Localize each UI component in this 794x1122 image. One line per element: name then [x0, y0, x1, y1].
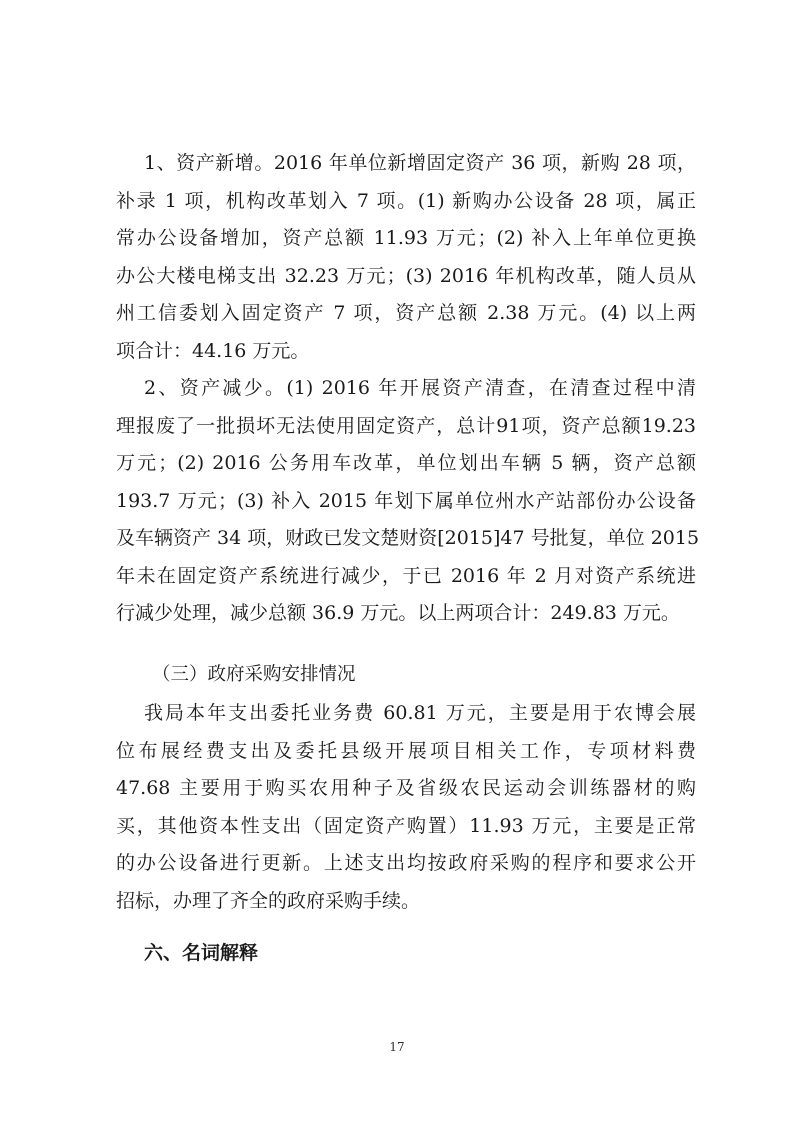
page-number: 17	[389, 1040, 405, 1054]
text-line: 2、资产减少。(1) 2016 年开展资产清查，在清查过程中清	[144, 377, 696, 399]
text-line: 我局本年支出委托业务费 60.81 万元，主要是用于农博会展	[144, 702, 696, 724]
text-line: 及车辆资产 34 项，财政已发文楚财资[2015]47 号批复，单位 2015	[116, 527, 700, 549]
text-line: 万元；(2) 2016 公务用车改革，单位划出车辆 5 辆，资产总额	[116, 452, 696, 474]
text-line: 位布展经费支出及委托县级开展项目相关工作，专项材料费	[116, 739, 696, 762]
text-line: 项合计：44.16 万元。	[116, 339, 310, 362]
text-line: 招标，办理了齐全的政府采购手续。	[116, 889, 421, 912]
section-heading-glossary: 六、名词解释	[144, 942, 259, 964]
text-line: 买，其他资本性支出（固定资产购置）11.93 万元，主要是正常	[116, 814, 696, 837]
text-line: 193.7 万元；(3) 补入 2015 年划下属单位州水产站部份办公设备	[116, 489, 696, 512]
paragraph-asset-increase	[116, 145, 696, 370]
text-line: 行减少处理，减少总额 36.9 万元。以上两项合计：249.83 万元。	[116, 602, 680, 624]
text-line: 理报废了一批损坏无法使用固定资产，总计91项，资产总额19.23	[116, 414, 696, 437]
text-line: 47.68 主要用于购买农用种子及省级农民运动会训练器材的购	[116, 777, 696, 799]
text-line: 常办公设备增加，资产总额 11.93 万元；(2) 补入上年单位更换	[116, 227, 696, 249]
text-line: 年未在固定资产系统进行减少，于已 2016 年 2 月对资产系统进	[116, 564, 696, 587]
text-line: 办公大楼电梯支出 32.23 万元；(3) 2016 年机构改革，随人员从	[116, 264, 696, 287]
paragraph-procurement	[116, 695, 696, 920]
text-line: 州工信委划入固定资产 7 项，资产总额 2.38 万元。(4) 以上两	[116, 302, 696, 324]
text-line: 补录 1 项，机构改革划入 7 项。(1) 新购办公设备 28 项，属正	[116, 189, 696, 212]
text-line: 1、资产新增。2016 年单位新增固定资产 36 项，新购 28 项，	[144, 152, 696, 174]
subheading-procurement: （三）政府采购安排情况	[152, 664, 356, 685]
text-line: 的办公设备进行更新。上述支出均按政府采购的程序和要求公开	[116, 852, 696, 874]
paragraph-asset-decrease	[116, 370, 700, 633]
